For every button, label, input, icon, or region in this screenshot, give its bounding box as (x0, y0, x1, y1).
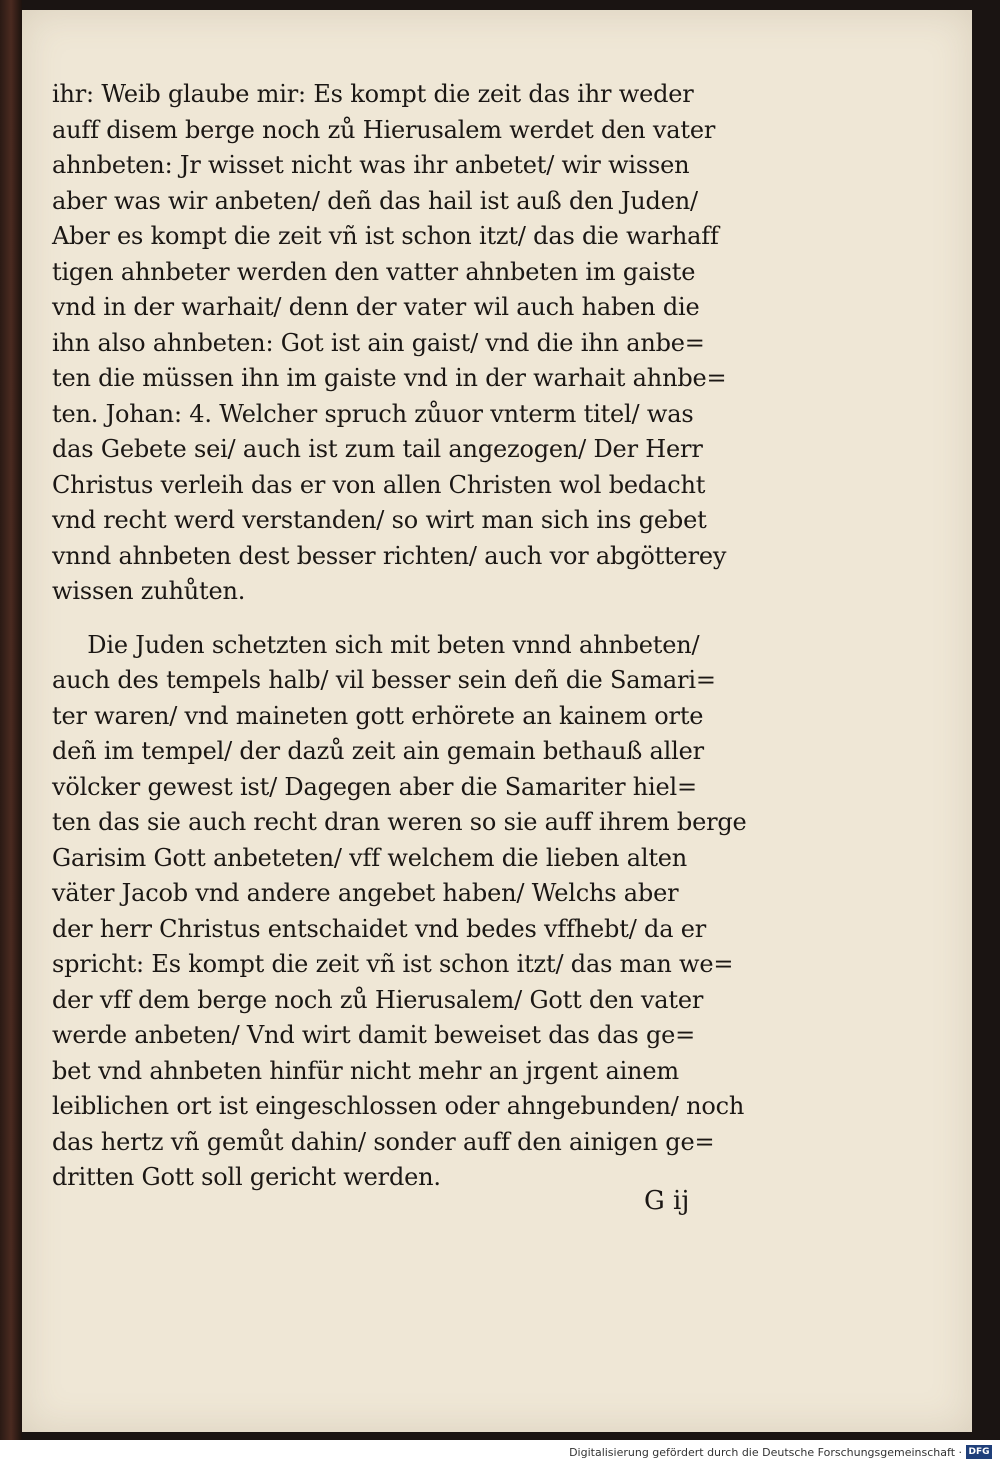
text-line: das hertz vñ gemůt dahin/ sonder auff den ainigen ge= (52, 1126, 715, 1156)
paragraph-gap (52, 609, 816, 627)
text-line: völcker gewest ist/ Dagegen aber die Samariter hiel= (52, 771, 697, 801)
text-line: vnd in der warhait/ denn der vater wil auch haben die (52, 292, 700, 321)
signature-mark: G ij (644, 1186, 690, 1216)
text-line: väter Jacob vnd andere angebet haben/ Welchs aber (52, 878, 679, 907)
text-line: ter waren/ vnd maineten gott erhörete an kainem orte (52, 700, 704, 730)
text-line: der vff dem berge noch zů Hierusalem/ Gott den vater (52, 984, 704, 1014)
text-line: vnnd ahnbeten dest besser richten/ auch vor abgötterey (52, 540, 727, 570)
book-page (22, 10, 972, 1432)
text-line: aber was wir anbeten/ deñ das hail ist auß den Juden/ (52, 185, 698, 215)
text-line: ten. Johan: 4. Welcher spruch zůuor vnterm titel/ was (52, 398, 694, 428)
text-line: Die Juden schetzten sich mit beten vnnd ahnbeten/ (87, 629, 700, 659)
text-line: wissen zuhůten. (52, 576, 246, 605)
text-line: das Gebete sei/ auch ist zum tail angezogen/ Der Herr (52, 434, 703, 463)
binding-edge (0, 0, 22, 1440)
text-line: der herr Christus entschaidet vnd bedes vffhebt/ da er (52, 913, 707, 943)
text-line: ihn also ahnbeten: Got ist ain gaist/ vnd die ihn anbe= (52, 327, 705, 357)
text-line: tigen ahnbeter werden den vatter ahnbeten im gaiste (52, 256, 696, 286)
text-line: auch des tempels halb/ vil besser sein deñ die Samari= (52, 665, 716, 694)
text-line: Garisim Gott anbeteten/ vff welchem die lieben alten (52, 842, 688, 872)
text-line: ahnbeten: Jr wisset nicht was ihr anbetet/ wir wissen (52, 150, 690, 179)
text-line: auff disem berge noch zů Hierusalem werdet den vater (52, 114, 716, 144)
text-line: leiblichen ort ist eingeschlossen oder ahngebunden/ noch (52, 1091, 745, 1120)
text-line: spricht: Es kompt die zeit vñ ist schon itzt/ das man we= (52, 949, 734, 978)
text-line: Christus verleih das er von allen Christen wol bedacht (52, 469, 706, 499)
text-line: Aber es kompt die zeit vñ ist schon itzt/ das die warhaff (52, 221, 719, 250)
funding-credit: Digitalisierung gefördert durch die Deutsche Forschungsgemeinschaft · (569, 1446, 962, 1459)
text-line: werde anbeten/ Vnd wirt damit beweiset das das ge= (52, 1020, 696, 1049)
footer-bar (0, 1440, 1000, 1466)
page-text (52, 76, 816, 1195)
text-line: vnd recht werd verstanden/ so wirt man sich ins gebet (52, 505, 707, 534)
text-line: bet vnd ahnbeten hinfür nicht mehr an jrgent ainem (52, 1055, 679, 1085)
dfg-logo-icon: DFG (966, 1445, 992, 1459)
text-line: dritten Gott soll gericht werden. (52, 1162, 441, 1191)
text-line: ten das sie auch recht dran weren so sie auff ihrem berge (52, 807, 747, 836)
text-line: ten die müssen ihn im gaiste vnd in der warhait ahnbe= (52, 363, 727, 392)
text-line: ihr: Weib glaube mir: Es kompt die zeit das ihr weder (52, 79, 694, 108)
text-line: deñ im tempel/ der dazů zeit ain gemain bethauß aller (52, 736, 704, 765)
